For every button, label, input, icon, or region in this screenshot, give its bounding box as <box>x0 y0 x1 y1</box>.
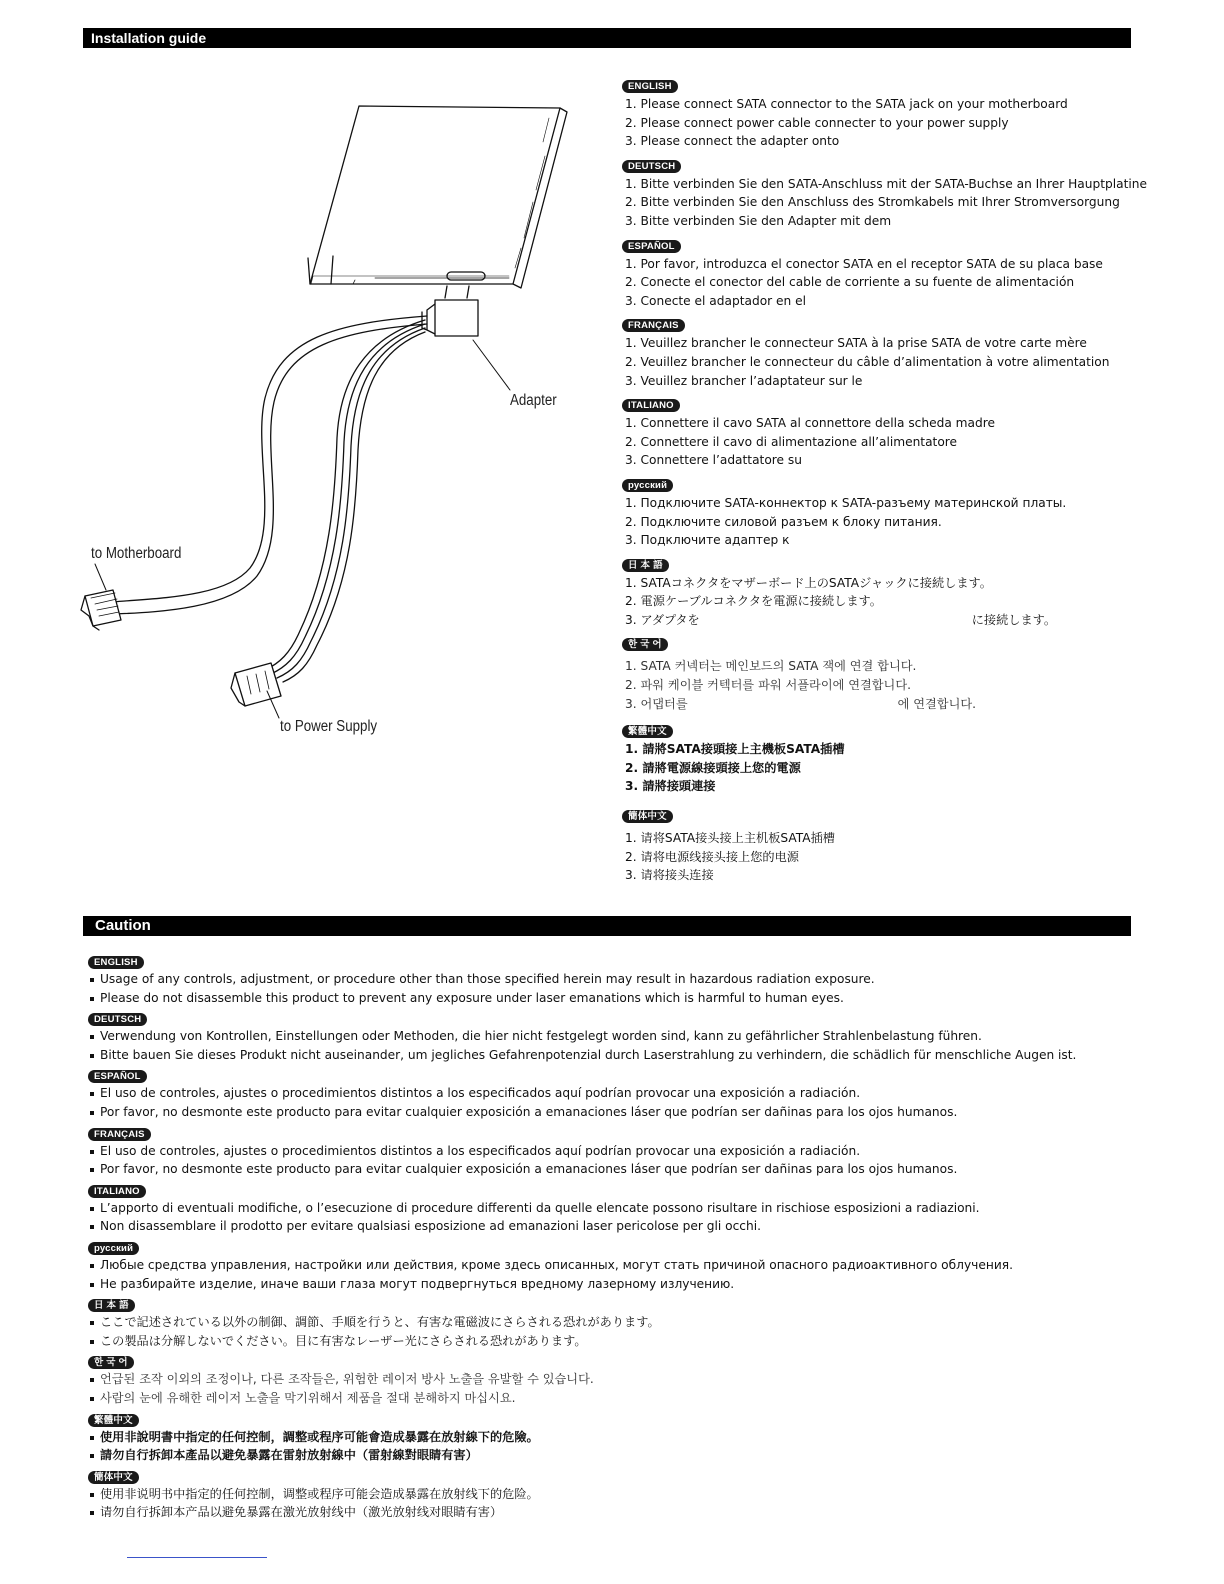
lang-badge: 한 국 어 <box>622 638 668 651</box>
install-step: 2. Connettere il cavo di alimentazione all’alimentatore <box>625 434 958 449</box>
install-step: 3. Please connect the adapter onto <box>625 134 840 149</box>
caution-item: 언급된 조작 이외의 조정이나, 다른 조작들은, 위험한 레이저 방사 노출을 유발할 수 있습니다. <box>88 1370 1188 1389</box>
caution-section-korean <box>88 1350 1188 1407</box>
caution-notes <box>88 950 1188 1522</box>
caution-item: Por favor, no desmonte este producto para evitar cualquier exposición a emanaciones láser que podrían ser dañinas para los ojos humanos. <box>88 1103 1188 1122</box>
lang-badge: FRANÇAIS <box>88 1128 151 1141</box>
install-step <box>625 611 1192 630</box>
caution-section-russian <box>88 1236 1188 1293</box>
install-step: 1. SATA 커넥터는 메인보드의 SATA 잭에 연결 합니다. <box>625 659 917 674</box>
lang-badge: 簡体中文 <box>88 1471 139 1484</box>
install-step: 1. SATAコネクタをマザーボード上のSATAジャックに接続します。 <box>625 575 992 590</box>
install-step-end: 에 연결합니다. <box>897 696 976 711</box>
caution-item: Любые средства управления, настройки или действия, кроме здесь описанных, могут стать причиной опасного радиоактивного облучения. <box>88 1256 1188 1275</box>
lang-badge: 日 本 語 <box>88 1299 135 1312</box>
caution-item: この製品は分解しないでください。目に有害なレーザー光にさらされる恐れがあります。 <box>88 1332 1188 1351</box>
install-step: 3. Veuillez brancher l’adaptateur sur le <box>625 373 863 388</box>
power-supply-label: to Power Supply <box>280 718 378 735</box>
install-section-russian <box>622 473 1192 550</box>
caution-item: Por favor, no desmonte este producto para evitar cualquier exposición a emanaciones láser que podrían ser dañinas para los ojos humanos. <box>88 1160 1188 1179</box>
caution-item: Не разбирайте изделие, иначе ваши глаза могут подвергнуться вредному лазерному излучению. <box>88 1275 1188 1294</box>
install-step: 2. Подключите силовой разъем к блоку питания. <box>625 514 942 529</box>
lang-badge: ESPAÑOL <box>622 240 681 253</box>
installation-guide-header: Installation guide <box>83 28 1131 48</box>
caution-section-simplified-chinese <box>88 1465 1188 1522</box>
caution-item: Non disassemblare il prodotto per evitare qualsiasi esposizione ad emanazioni laser pericolose per gli occhi. <box>88 1217 1188 1236</box>
lang-badge: FRANÇAIS <box>622 319 685 332</box>
lang-badge: ENGLISH <box>88 956 144 969</box>
caution-section-english <box>88 950 1188 1007</box>
caution-section-deutsch <box>88 1007 1188 1064</box>
install-step: 2. 請將電源線接頭接上您的電源 <box>625 760 801 775</box>
caution-item: El uso de controles, ajustes o procedimientos distintos a los especificados aquí podrían provocar una exposición a radiación. <box>88 1084 1188 1103</box>
install-step: 3. Conecte el adaptador en el <box>625 293 807 308</box>
install-step: 2. 파워 케이블 커텍터를 파워 서플라이에 연결합니다. <box>625 678 911 693</box>
install-step: 2. 電源ケーブルコネクタを電源に接続します。 <box>625 594 882 609</box>
lang-badge: русский <box>622 479 673 492</box>
install-step: 3. 请将接头连接 <box>625 868 714 883</box>
lang-badge: DEUTSCH <box>88 1013 147 1026</box>
caution-item: 請勿自行拆卸本產品以避免暴露在雷射放射線中（雷射線對眼睛有害） <box>88 1446 1188 1465</box>
lang-badge: ITALIANO <box>88 1185 146 1198</box>
adapter-label: Adapter <box>510 392 557 409</box>
motherboard-label: to Motherboard <box>91 545 182 562</box>
caution-item: L’apporto di eventuali modifiche, o l’esecuzione di procedure differenti da quelle elencate possono risultare in rischiose esposizioni a radiazioni. <box>88 1199 1188 1218</box>
install-step: 3. Bitte verbinden Sie den Adapter mit dem <box>625 213 892 228</box>
install-step-start: 3. 어댑터를 <box>625 696 688 711</box>
lang-badge: русский <box>88 1242 139 1255</box>
lang-badge: ESPAÑOL <box>88 1070 147 1083</box>
install-step: 1. 请将SATA接头接上主机板SATA插槽 <box>625 831 835 846</box>
caution-section-japanese <box>88 1293 1188 1350</box>
install-step: 1. 請將SATA接頭接上主機板SATA插槽 <box>625 742 845 757</box>
caution-section-espanol <box>88 1064 1188 1121</box>
lang-badge: 繁體中文 <box>88 1414 139 1427</box>
caution-header: Caution <box>83 916 1131 936</box>
install-section-traditional-chinese <box>622 719 1192 796</box>
caution-item: El uso de controles, ajustes o procedimientos distintos a los especificados aquí podrían provocar una exposición a radiación. <box>88 1142 1188 1161</box>
install-section-espanol <box>622 234 1192 311</box>
caution-section-francais <box>88 1122 1188 1179</box>
caution-item: 使用非說明書中指定的任何控制，調整或程序可能會造成暴露在放射線下的危險。 <box>88 1428 1188 1447</box>
install-step: 3. Connettere l’adattatore su <box>625 453 802 468</box>
install-step: 1. Подключите SATA-коннектор к SATA-разъему материнской платы. <box>625 495 1067 510</box>
install-step: 1. Please connect SATA connector to the SATA jack on your motherboard <box>625 97 1068 111</box>
install-step: 3. Подключите адаптер к <box>625 533 790 548</box>
install-section-italiano <box>622 393 1192 470</box>
install-section-simplified-chinese <box>622 804 1192 885</box>
install-step: 2. Bitte verbinden Sie den Anschluss des Stromkabels mit Ihrer Stromversorgung <box>625 195 1120 210</box>
drive-cable-illustration <box>75 98 605 758</box>
lang-badge: 繁體中文 <box>622 725 673 738</box>
install-section-deutsch <box>622 154 1192 231</box>
install-step-end: に接続します。 <box>971 612 1057 627</box>
caution-item: 请勿自行拆卸本产品以避免暴露在激光放射线中（激光放射线对眼睛有害） <box>88 1503 1188 1522</box>
caution-section-italiano <box>88 1179 1188 1236</box>
install-step: 2. Please connect power cable connecter to your power supply <box>625 115 1009 130</box>
install-section-japanese <box>622 553 1192 630</box>
caution-item: ここで記述されている以外の制御、調節、手順を行うと、有害な電磁波にさらされる恐れがあります。 <box>88 1313 1188 1332</box>
install-step: 2. 请将电源线接头接上您的电源 <box>625 849 799 864</box>
caution-item: 사람의 눈에 유해한 레이저 노출을 막기위해서 제품을 절대 분해하지 마십시요. <box>88 1389 1188 1408</box>
install-step <box>625 695 1192 714</box>
installation-diagram <box>75 98 605 758</box>
caution-item: 使用非说明书中指定的任何控制，调整或程序可能会造成暴露在放射线下的危险。 <box>88 1485 1188 1504</box>
install-section-english <box>622 74 1192 151</box>
lang-badge: ENGLISH <box>622 80 678 93</box>
install-step: 1. Bitte verbinden Sie den SATA-Anschluss mit der SATA-Buchse an Ihrer Hauptplatine <box>625 176 1147 191</box>
installation-instructions <box>622 74 1192 888</box>
lang-badge: 日 本 語 <box>622 559 669 572</box>
install-step: 1. Por favor, introduzca el conector SATA en el receptor SATA de su placa base <box>625 256 1103 271</box>
install-step: 2. Conecte el conector del cable de corriente a su fuente de alimentación <box>625 275 1075 290</box>
install-step: 1. Connettere il cavo SATA al connettore della scheda madre <box>625 416 995 431</box>
caution-item: Usage of any controls, adjustment, or procedure other than those specified herein may result in hazardous radiation exposure. <box>88 970 1188 989</box>
caution-section-traditional-chinese <box>88 1408 1188 1465</box>
lang-badge: 簡体中文 <box>622 810 673 823</box>
caution-item: Please do not disassemble this product to prevent any exposure under laser emanations which is harmful to human eyes. <box>88 989 1188 1008</box>
install-step: 3. 請將接頭連接 <box>625 779 716 794</box>
lang-badge: DEUTSCH <box>622 160 681 173</box>
install-section-francais <box>622 313 1192 390</box>
lang-badge: 한 국 어 <box>88 1356 134 1369</box>
install-step: 2. Veuillez brancher le connecteur du câble d’alimentation à votre alimentation <box>625 354 1110 369</box>
install-step-start: 3. アダプタを <box>625 612 700 627</box>
footer-rule <box>127 1557 267 1558</box>
caution-item: Verwendung von Kontrollen, Einstellungen oder Methoden, die hier nicht festgelegt worden sind, kann zu gefährlicher Strahlenbelastung führen. <box>88 1027 1188 1046</box>
lang-badge: ITALIANO <box>622 399 680 412</box>
install-step: 1. Veuillez brancher le connecteur SATA à la prise SATA de votre carte mère <box>625 336 1087 351</box>
caution-item: Bitte bauen Sie dieses Produkt nicht auseinander, um jegliches Gefahrenpotenzial durch Laserstrahlung zu verhindern, die schädlich für menschliche Augen ist. <box>88 1046 1188 1065</box>
install-section-korean <box>622 632 1192 713</box>
